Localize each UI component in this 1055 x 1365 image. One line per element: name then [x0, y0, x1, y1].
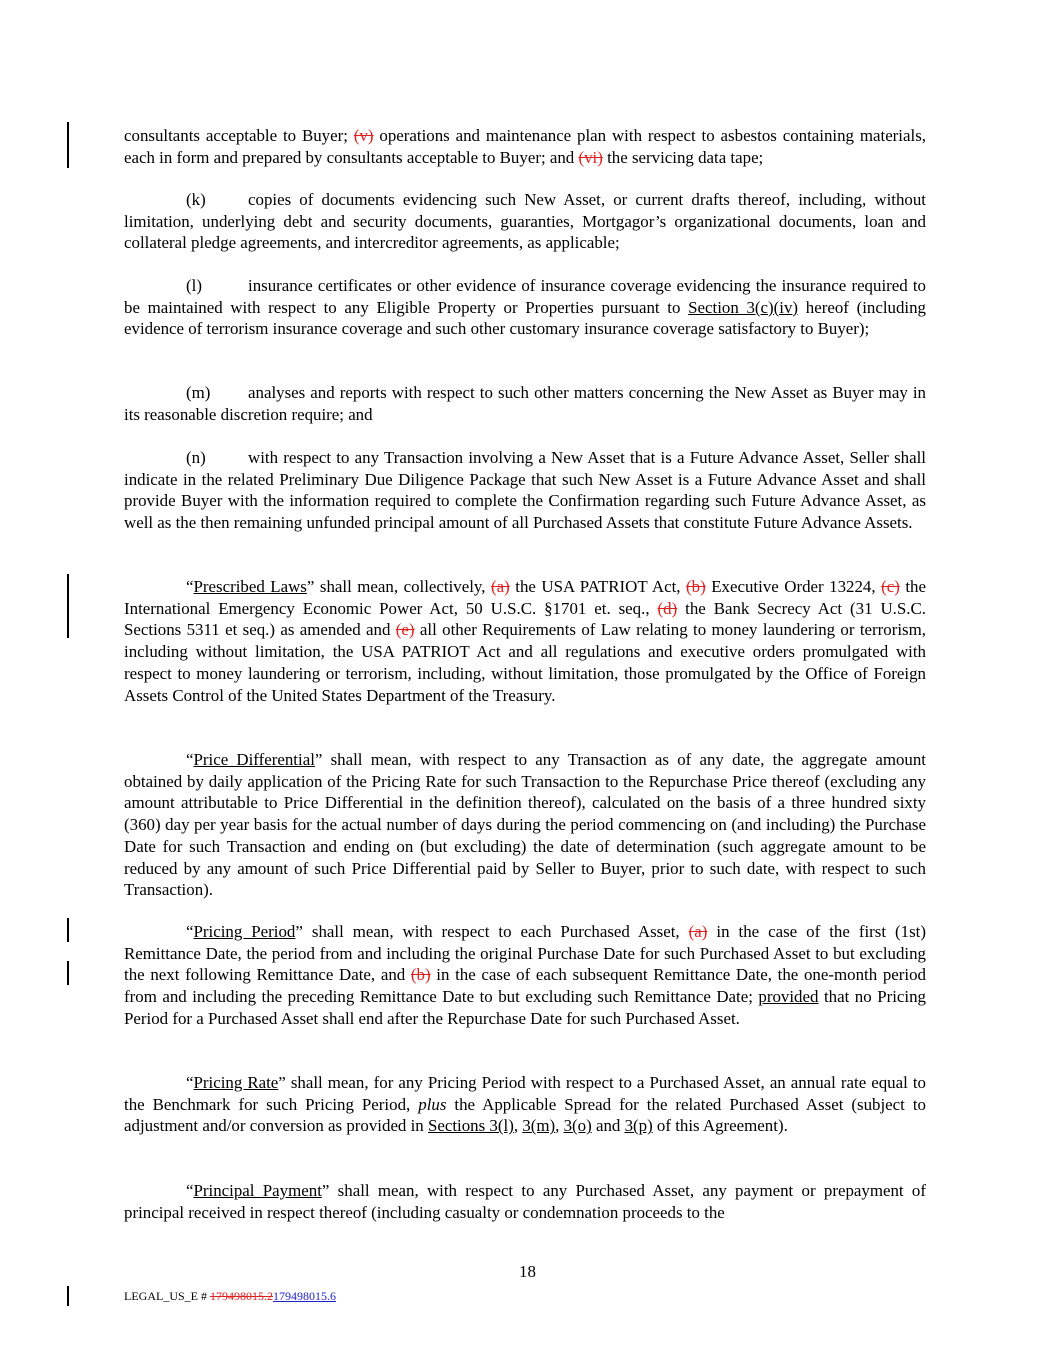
page-number: 18	[519, 1262, 536, 1281]
deleted-text: (v)	[353, 126, 374, 145]
text: ” shall mean, with respect to each Purchased Asset,	[295, 922, 689, 941]
deleted-text: (vi)	[578, 147, 603, 167]
text: the servicing data tape;	[602, 147, 764, 167]
section-reference: Section 3(c)(iv)	[688, 297, 799, 317]
text: analyses and reports with respect to such other matters concerning the New Asset as Buyer may in its reasonable discretion require; and	[124, 383, 926, 424]
paragraph-n	[124, 447, 926, 534]
text: the Applicable Spread for the related Purchased Asset (subject to adjustment and/or conversion as provided in	[124, 1094, 926, 1136]
defined-term: Prescribed Laws	[193, 577, 307, 596]
text: that no Pricing Period for a Purchased Asset shall end after the Repurchase Date for such Purchased Asset.	[124, 987, 926, 1028]
defined-term: Price Differential	[193, 750, 315, 769]
text: copies of documents evidencing such New Asset, or current drafts thereof, including, without limitation, underlying debt and security documents, guaranties, Mortgagor’s organizational documents, loan and collateral pledge agreements, and intercreditor agreements, as applicable;	[124, 190, 926, 253]
text: with respect to any Transaction involving a New Asset that is a Future Advance Asset, Seller shall indicate in the related Preliminary Due Diligence Package that such New Asset is a Future Advance Asset and shall provide Buyer with the information required to complete the Confirmation regarding such Future Advance Asset, as well as the then remaining unfunded principal amount of all Purchased Assets that constitute Future Advance Assets.	[124, 448, 926, 533]
section-reference: 3(p)	[624, 1116, 653, 1136]
deleted-text: (b)	[686, 577, 706, 596]
text: “	[186, 1073, 194, 1092]
definition-pricing-period	[124, 921, 926, 1030]
deleted-text: (b)	[410, 965, 431, 985]
text: “	[186, 1181, 194, 1200]
provided-term: provided	[758, 987, 819, 1007]
paragraph-j-continued	[124, 125, 926, 168]
text: ” shall mean, collectively,	[306, 577, 492, 596]
footer-prefix: LEGAL_US_E #	[124, 1289, 210, 1303]
paragraph-l	[124, 275, 926, 340]
paragraph-k	[124, 189, 926, 254]
text: consultants acceptable to Buyer;	[124, 126, 354, 145]
deleted-text: (a)	[688, 922, 708, 941]
defined-term: Principal Payment	[193, 1181, 322, 1200]
change-bar	[67, 574, 69, 638]
deleted-text: (a)	[491, 577, 510, 596]
footer-inserted-id: 179498015.6	[273, 1289, 336, 1303]
item-label: (k)	[186, 190, 206, 209]
text: and	[591, 1116, 625, 1136]
text: Executive Order 13224,	[705, 577, 882, 596]
section-reference: Sections 3(l)	[427, 1116, 514, 1136]
text: of this Agreement).	[652, 1116, 788, 1136]
item-label: (m)	[186, 383, 211, 402]
item-label: (l)	[186, 276, 202, 295]
text: ” shall mean, for any Pricing Period with respect to a Purchased Asset, an annual rate equal to the Benchmark for such Pricing Period,	[124, 1073, 926, 1114]
section-reference: 3(o)	[563, 1116, 592, 1136]
text: “	[186, 922, 194, 941]
document-footer	[124, 1289, 336, 1304]
definition-principal-payment	[124, 1180, 926, 1223]
text: ,	[555, 1116, 564, 1136]
definition-price-differential	[124, 749, 926, 901]
deleted-text: (c)	[881, 577, 900, 596]
change-bar	[67, 1286, 69, 1306]
defined-term: Pricing Period	[193, 922, 296, 941]
change-bar	[67, 122, 69, 168]
text: operations and maintenance plan with respect to asbestos containing materials, each in form and prepared by consultants acceptable to Buyer; and	[124, 126, 926, 167]
text: the International Emergency Economic Power Act, 50 U.S.C. §1701 et. seq.,	[124, 577, 926, 618]
change-bar	[67, 918, 69, 942]
footer-deleted-id: 179498015.2	[210, 1289, 273, 1303]
deleted-text: (e)	[395, 620, 415, 640]
definition-prescribed-laws	[124, 576, 926, 706]
italic-plus: plus	[418, 1094, 447, 1114]
text: all other Requirements of Law relating to money laundering or terrorism, including without limitation, the USA PATRIOT Act and all regulations and executive orders promulgated with respect to money laundering or terrorism, including, without limitation, those promulgated by the Office of Foreign Assets Control of the United States Department of the Treasury.	[124, 620, 926, 705]
text: the USA PATRIOT Act,	[509, 577, 687, 596]
paragraph-m	[124, 382, 926, 425]
text: “	[186, 577, 194, 596]
section-reference: 3(m)	[522, 1116, 556, 1136]
text: ,	[513, 1116, 523, 1136]
deleted-text: (d)	[657, 598, 678, 618]
text: “	[186, 750, 194, 769]
text: insurance certificates or other evidence of insurance coverage evidencing the insurance required to be maintained with respect to any Eligible Property or Properties pursuant to	[124, 276, 926, 317]
item-label: (n)	[186, 448, 206, 467]
text: hereof (including evidence of terrorism insurance coverage and such other customary insurance coverage satisfactory to Buyer);	[124, 297, 926, 339]
change-bar	[67, 961, 69, 985]
text: the Bank Secrecy Act (31 U.S.C. Sections 5311 et seq.) as amended and	[124, 598, 926, 640]
text: in the case of each subsequent Remittance Date, the one-month period from and including the preceding Remittance Date to but excluding such Remittance Date;	[124, 965, 926, 1007]
text: in the case of the first (1st) Remittance Date, the period from and including the original Purchase Date for such Purchased Asset to but excluding the next following Remittance Date, and	[124, 922, 926, 985]
text: ” shall mean, with respect to any Purchased Asset, any payment or prepayment of principal received in respect thereof (including casualty or condemnation proceeds to the	[124, 1181, 926, 1222]
definition-pricing-rate	[124, 1072, 926, 1137]
text: ” shall mean, with respect to any Transaction as of any date, the aggregate amount obtained by daily application of the Pricing Rate for such Transaction to the Repurchase Price thereof (excluding any amount attributable to Price Differential in the definition thereof), calculated on the basis of a three hundred sixty (360) day per year basis for the actual number of days during the period commencing on (and including) the Purchase Date for such Transaction and ending on (but excluding) the date of determination (such aggregate amount to be reduced by any amount of such Price Differential paid by Seller to Buyer, prior to such date, with respect to such Transaction).	[124, 750, 926, 900]
defined-term: Pricing Rate	[193, 1073, 279, 1092]
